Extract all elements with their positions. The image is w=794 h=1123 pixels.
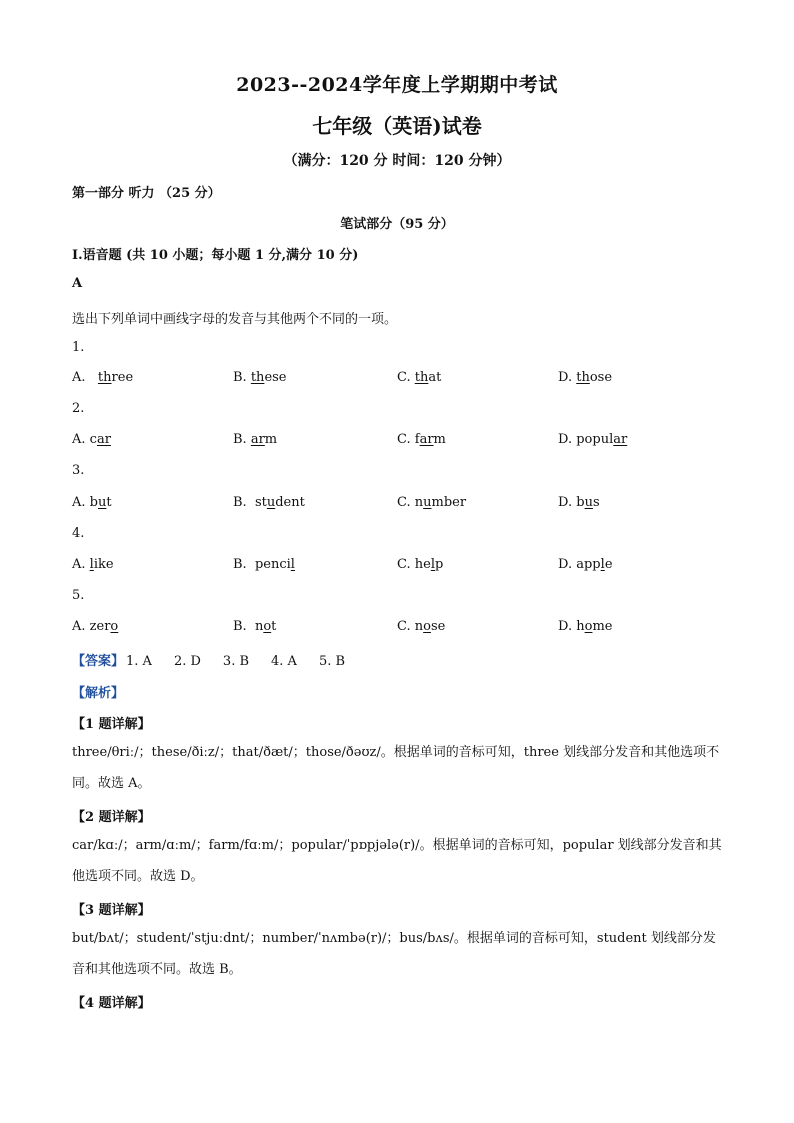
instruction-text: 选出下列单词中画线字母的发音与其他两个不同的一项。 [72,312,398,327]
detail-heading: 【1 题详解】 [72,717,151,732]
option-b: B. these [233,370,287,385]
answer-item: 5. B [318,654,346,669]
option-a: A. three [72,370,134,385]
question-number: 1. [72,340,85,355]
written-heading: 笔试部分（95 分） [340,217,454,232]
detail-heading: 【2 题详解】 [72,810,151,825]
option-c: C. help [397,557,444,572]
option-d: D. those [558,370,613,385]
option-b: B. pencil [233,557,295,572]
question-number: 5. [72,588,85,603]
detail-body: three/θriː/；these/ðiːz/；that/ðæt/；those/ðəʊz/。根据单词的音标可知，three 划线部分发音和其他选项不同。故选 A。 [72,745,720,791]
exam-meta: （满分：120 分 时间：120 分钟） [283,153,511,169]
option-c: C. farm [397,432,446,447]
detail-heading: 【4 题详解】 [72,996,151,1011]
option-d: D. bus [558,495,600,510]
detail-body: car/kɑː/；arm/ɑːm/；farm/fɑːm/；popular/ˈpɒpjələ(r)/。根据单词的音标可知，popular 划线部分发音和其他选项不同。故选 D。 [72,838,722,884]
option-a: A. car [72,432,111,447]
option-c: C. that [397,370,442,385]
option-d: D. apple [558,557,613,572]
answer-item: 2. D [173,654,201,669]
answer-item: 3. B [222,654,250,669]
section-heading: Ⅰ.语音题 (共 10 小题；每小题 1 分,满分 10 分) [72,248,359,263]
part-one-heading: 第一部分 听力 （25 分） [72,186,221,201]
option-b: B. arm [233,432,278,447]
option-a: A. like [72,557,114,572]
subsection-label: A [72,276,83,291]
option-c: C. nose [397,619,446,634]
question-number: 2. [72,401,85,416]
exam-title: 2023--2024学年度上学期期中考试 [236,74,558,96]
answer-item: 4. A [271,654,297,669]
exam-subtitle: 七年级（英语)试卷 [312,114,482,138]
option-d: D. popular [558,432,628,447]
answer-item: 1. A [126,654,152,669]
answer-label: 【答案】 [72,654,125,669]
question-number: 4. [72,526,85,541]
analysis-label: 【解析】 [72,686,125,701]
option-d: D. home [558,619,613,634]
detail-body: but/bʌt/；student/ˈstjuːdnt/；number/ˈnʌmbə(r)/；bus/bʌs/。根据单词的音标可知，student 划线部分发音和其他选项不同。故选 B。 [72,931,716,977]
option-a: A. zero [72,619,119,634]
option-b: B. not [233,619,277,634]
question-number: 3. [72,463,85,478]
option-c: C. number [397,495,467,510]
answer-line [72,650,367,669]
option-a: A. but [72,495,112,510]
option-b: B. student [233,495,305,510]
detail-heading: 【3 题详解】 [72,903,151,918]
